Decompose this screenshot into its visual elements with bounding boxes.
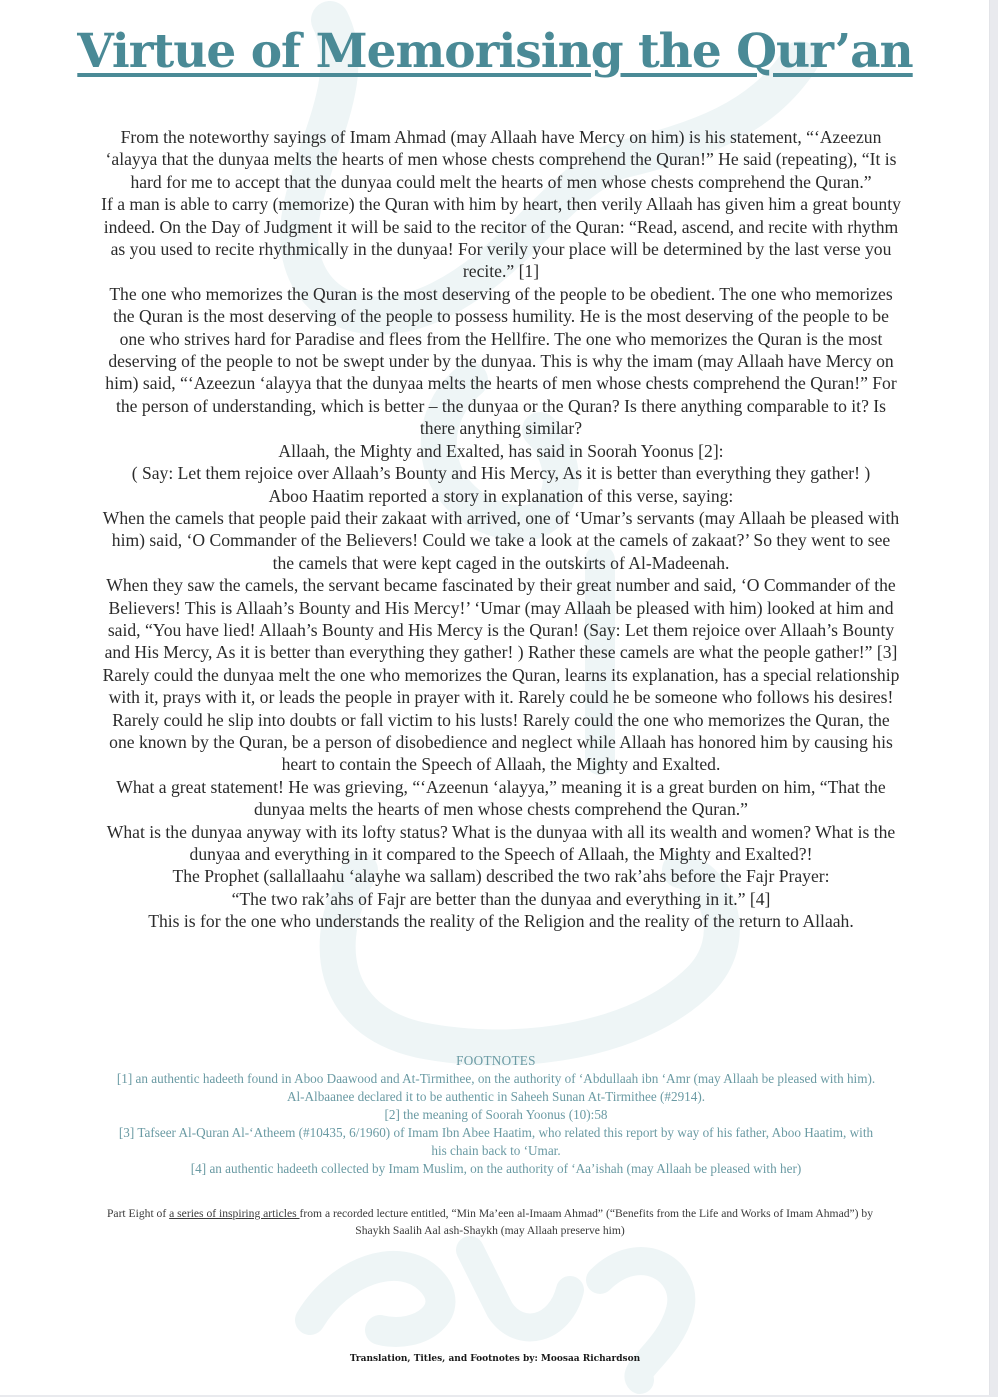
- paragraph: When they saw the camels, the servant became fascinated by their great number and said, ‘O Commander of the Believers! This is Allaah’s Bounty and His Mercy!’ ‘Umar (may Allaah be pleased with him) looked at him and said, “You have lied! Allaah’s Bounty and His Mercy is the Quran! (Say: Let them rejoice over Allaah’s Bounty and His Mercy, As it is better than everything they gather! ) Rather these camels are what the people gather!” [3]: [104, 575, 898, 663]
- article-body: [100, 126, 902, 933]
- footnotes-heading: FOOTNOTES: [456, 1053, 536, 1068]
- page-title: Virtue of Memorising the Qur’an: [77, 24, 913, 79]
- quran-verse: ( Say: Let them rejoice over Allaah’s Bounty and His Mercy, As it is better than everything they gather! ): [131, 463, 871, 484]
- source-credit: [90, 1206, 890, 1239]
- footnote-item: [4] an authentic hadeeth collected by Imam Muslim, on the authority of ‘Aa’ishah (may Allaah be pleased with her): [190, 1161, 802, 1176]
- footnote-item: [1] an authentic hadeeth found in Aboo Daawood and At-Tirmithee, on the authority of ‘Abdullaah ibn ‘Amr (may Allaah be pleased with him). Al-Albaanee declared it to be authentic in Saheeh Sunan At-Tirmithee (#2914).: [116, 1071, 876, 1104]
- paragraph: The Prophet (sallallaahu ‘alayhe wa sallam) described the two rak’ahs before the Fajr Prayer:: [172, 866, 830, 887]
- paragraph: From the noteworthy sayings of Imam Ahmad (may Allaah have Mercy on him) is his statement, “‘Azeezun ‘alayya that the dunyaa melts the hearts of men whose chests comprehend the Quran!” He said (repeating), “It is hard for me to accept that the dunyaa could melt the hearts of men whose chests comprehend the Quran.”: [105, 127, 897, 192]
- footnote-item: [2] the meaning of Soorah Yoonus (10):58: [384, 1107, 608, 1122]
- paragraph: Aboo Haatim reported a story in explanation of this verse, saying:: [268, 485, 734, 506]
- watermark-stroke-bottom-a: [310, 1266, 440, 1332]
- translator-credit: Translation, Titles, and Footnotes by: Moosaa Richardson: [349, 1354, 641, 1364]
- page-edge-right: [989, 0, 998, 1397]
- credit-prefix: Part Eight of: [106, 1207, 170, 1220]
- credit-suffix: from a recorded lecture entitled, “Min Ma’een al-Imaam Ahmad” (“Benefits from the Life and Works of Imam Ahmad”) by Shaykh Saalih Aal ash-Shaykh (may Allaah preserve him): [299, 1207, 874, 1237]
- paragraph: The one who memorizes the Quran is the most deserving of the people to be obedient. The one who memorizes the Quran is the most deserving of the people to possess humility. He is the most deserving of the people to be one who strives hard for Paradise and flees from the Hellfire. The one who memorizes the Quran is the most deserving of the people to not be swept under by the dunyaa. This is why the imam (may Allaah have Mercy on him) said, “‘Azeezun ‘alayya that the dunyaa melts the hearts of men whose chests comprehend the Quran!” For the person of understanding, which is better – the dunyaa or the Quran? Is there anything comparable to it? Is there anything similar?: [105, 283, 897, 439]
- paragraph: Rarely could the dunyaa melt the one who memorizes the Quran, learns its explanation, has a special relationship with it, prays with it, or leads the people in prayer with it. Rarely could he be someone who follows his desires! Rarely could he slip into doubts or fall victim to his lusts! Rarely could the one who memorizes the Quran, the one known by the Quran, be a person of disobedience and neglect while Allaah has honored him by causing his heart to contain the Speech of Allaah, the Mighty and Exalted.: [102, 664, 900, 775]
- paragraph: If a man is able to carry (memorize) the Quran with him by heart, then verily Allaah has given him a great bounty indeed. On the Day of Judgment it will be said to the recitor of the Quran: “Read, ascend, and recite with rhythm as you used to recite rhythmically in the dunyaa! For verily your place will be determined by the last verse you recite.” [1]: [101, 194, 901, 282]
- watermark-stroke-bottom-b: [470, 1250, 570, 1327]
- footnote-item: [3] Tafseer Al-Quran Al-‘Atheem (#10435, 6/1960) of Imam Ibn Abee Haatim, who related this report by way of his father, Aboo Haatim, with his chain back to ‘Umar.: [118, 1125, 874, 1158]
- paragraph: Allaah, the Mighty and Exalted, has said in Soorah Yoonus [2]:: [278, 440, 724, 461]
- paragraph: When the camels that people paid their zakaat with arrived, one of ‘Umar’s servants (may Allaah be pleased with him) said, ‘O Commander of the Believers! Could we take a look at the camels of zakaat?’ So they went to see the camels that were kept caged in the outskirts of Al-Madeenah.: [102, 507, 900, 573]
- hadeeth-quote: “The two rak’ahs of Fajr are better than the dunyaa and everything in it.” [4]: [231, 888, 771, 909]
- paragraph: What a great statement! He was grieving, “‘Azeenun ‘alayya,” meaning it is a great burden on him, “That the dunyaa melts the hearts of men whose chests comprehend the Quran.”: [116, 776, 886, 820]
- paragraph: What is the dunyaa anyway with its lofty status? What is the dunyaa with all its wealth and women? What is the dunyaa and everything in it compared to the Speech of Allaah, the Mighty and Exalted?!: [106, 821, 896, 864]
- paragraph: This is for the one who understands the reality of the Religion and the reality of the return to Allaah.: [148, 911, 854, 932]
- footnotes-section: [110, 1052, 882, 1178]
- series-articles-link[interactable]: a series of inspiring articles: [169, 1207, 300, 1220]
